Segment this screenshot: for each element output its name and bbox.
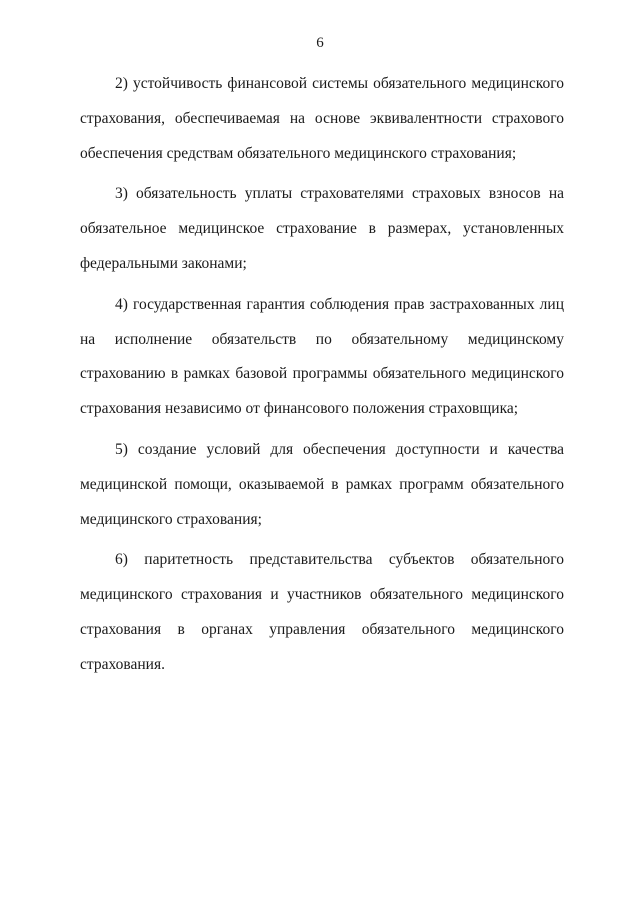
paragraph-item-3: 3) обязательность уплаты страхователями страховых взносов на обязательное медицинское страхование в размерах, установленных федеральными законами;	[80, 185, 564, 272]
page-number: 6	[316, 35, 324, 51]
paragraph-item-6: 6) паритетность представительства субъектов обязательного медицинского страхования и участников обязательного медицинского страхования в органах управления обязательного медицинского страхования.	[80, 551, 564, 673]
document-body	[80, 67, 564, 689]
paragraph-item-2: 2) устойчивость финансовой системы обязательного медицинского страхования, обеспечиваемая на основе эквивалентности страхового обеспечения средствам обязательного медицинского страхования;	[80, 75, 564, 162]
paragraph-item-5: 5) создание условий для обеспечения доступности и качества медицинской помощи, оказываемой в рамках программ обязательного медицинского страхования;	[80, 440, 564, 528]
paragraph-item-4: 4) государственная гарантия соблюдения прав застрахованных лиц на исполнение обязательств по обязательному медицинскому страхованию в рамках базовой программы обязательного медицинского страхования независимо от финансового положения страховщика;	[80, 295, 564, 418]
